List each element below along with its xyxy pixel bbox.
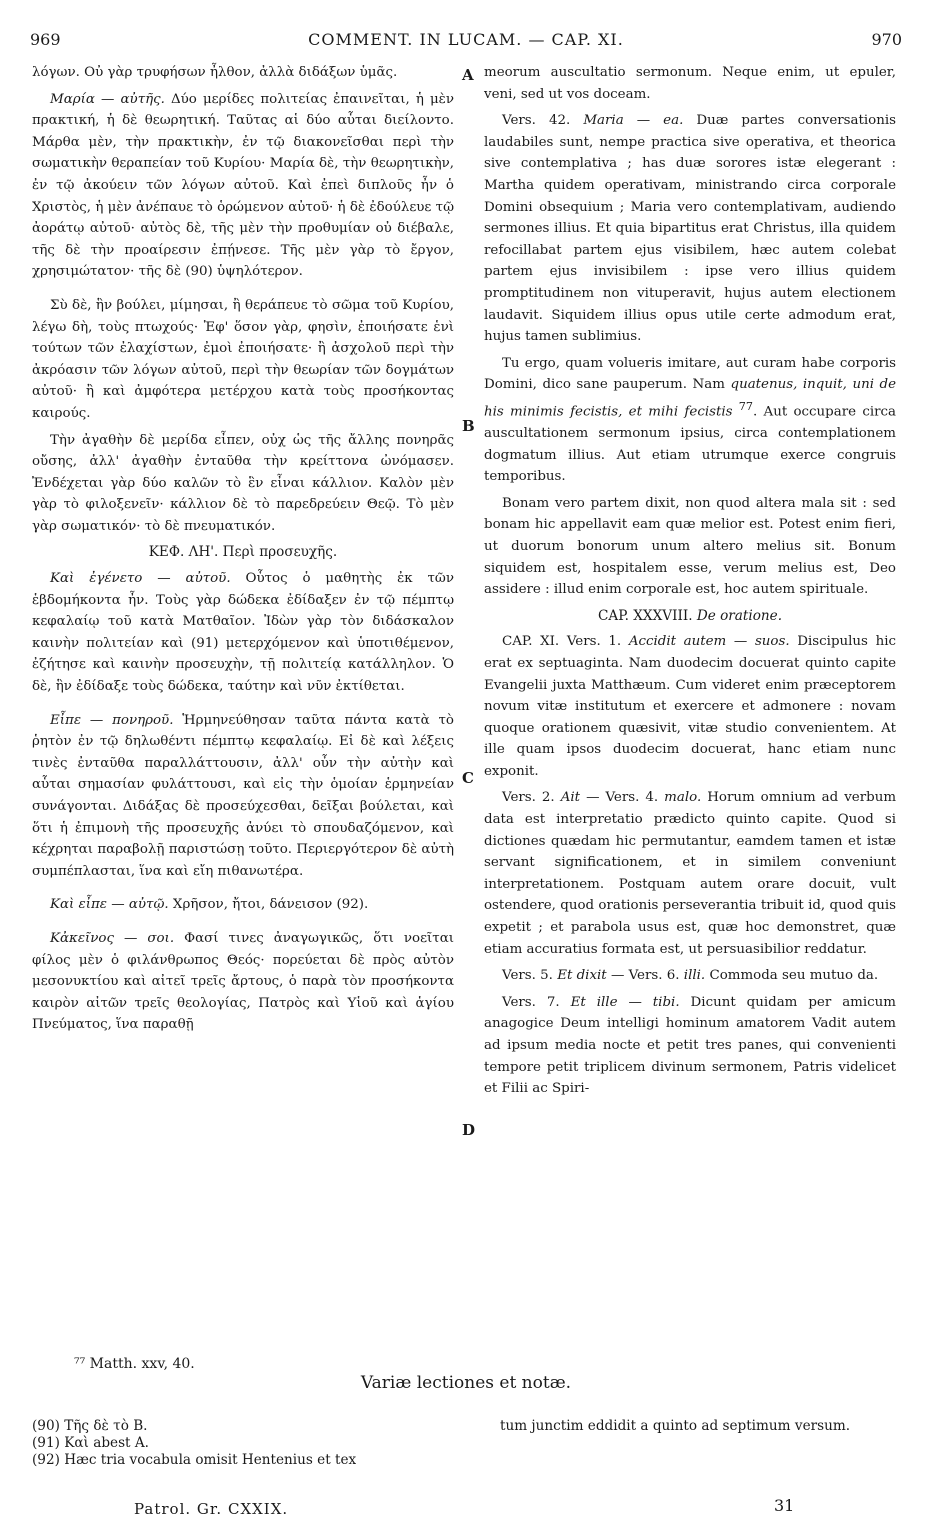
latin-paragraph-5: CAP. XI. Vers. 1. Accidit autem — suos. Discipulus hic erat ex septuaginta. Nam duodecim docuerat quinto capite Evangelii juxta Matthæum. Cum videret enim præceptorem novum vitæ institutum et exercere et admonere : novam quoque orationem quæsivit, vitæ studio convenientem. At ille quam ipsos duodecim docuerat, hanc etiam nunc exponit. bbox=[484, 634, 896, 779]
lemma: Κἀκεῖνος — σοι. bbox=[50, 930, 175, 946]
margin-letter-a: A bbox=[462, 66, 474, 84]
variae-title: Variæ lectiones et notæ. bbox=[360, 1373, 572, 1393]
note-91: (91) Καὶ abest A. bbox=[32, 1435, 149, 1451]
lemma: Accidit autem — suos. bbox=[628, 634, 790, 650]
latin-chapter-heading: CAP. XXXVIII. De oratione. bbox=[597, 607, 783, 624]
lemma: Καὶ εἶπε — αὐτῷ. bbox=[50, 897, 169, 913]
greek-column bbox=[32, 62, 454, 1041]
latin-paragraph-4: Bonam vero partem dixit, non quod altera mala sit : sed bonam hic appellavit eam quæ melior est. Potest enim fieri, ut duorum bonorum unum altero melius sit. Bonum siquidem est, hospitalem esse, verum melius est, Deo assidere : illud enim corporale est, hoc autem spirituale. bbox=[484, 495, 896, 598]
greek-paragraph-1: λόγων. Οὐ γὰρ τρυφήσων ἦλθον, ἀλλὰ διδάξων ὑμᾶς. bbox=[32, 65, 398, 80]
footnote-marker: 77 bbox=[738, 399, 753, 413]
lemma: Μαρία — αὐτῆς. bbox=[50, 91, 165, 107]
greek-paragraph-6: Εἶπε — πονηροῦ. Ἡρμηνεύθησαν ταῦτα πάντα κατὰ τὸ ῥητὸν ἐν τῷ δηλωθέντι πέμπτῳ κεφαλαίῳ. Εἰ δὲ καὶ λέξεις τινὲς ἐνταῦθα παραλλάττουσιν, ἀλλ' οὖν τὴν αὐτὴν καὶ αὗται σημασίαν φυλάττουσι, καὶ εἰς τὴν ὁμοίαν ἑρμηνείαν συνάγονται. Διδάξας δὲ προσεύχεσθαι, δεῖξαι βούλεται, καὶ ὅτι ἡ ἐπιμονὴ τῆς προσευχῆς ἀνύει τὸ σπουδαζόμενον, καὶ κέχρηται παραβολῇ παριστώσῃ τοῦτο. Περιεργότερον δὲ αὐτὴ συμπέπλασται, ἵνα καὶ εἴη πιθανωτέρα. bbox=[32, 712, 454, 879]
margin-letter-c: C bbox=[462, 769, 474, 787]
page-number-right: 970 bbox=[871, 30, 902, 49]
note-92: (92) Hæc tria vocabula omisit Hentenius et tex bbox=[32, 1452, 357, 1468]
variant-notes-left bbox=[32, 1418, 462, 1469]
latin-paragraph-6: Vers. 2. Ait — Vers. 4. malo. Horum omnium ad verbum data est interpretatio prædicto quinto capite. Quod si dictiones quædam hic permutantur, eamdem tamen et istæ servant significationem, et in similem conveniunt interpretationem. Postquam autem orare docuit, vult ostendere, quod orationis perseverantia tribuit id, quod quis expetit ; et parabola usus est, quæ hoc demonstret, quæ etiam accuratius formata est, ut persuasibilior reddatur. bbox=[484, 790, 897, 957]
greek-paragraph-7: Καὶ εἶπε — αὐτῷ. Χρῆσον, ἤτοι, δάνεισον (92). bbox=[50, 897, 369, 913]
margin-letter-b: B bbox=[462, 417, 475, 435]
greek-paragraph-3: Σὺ δὲ, ἣν βούλει, μίμησαι, ἢ θεράπευε τὸ σῶμα τοῦ Κυρίου, λέγω δὴ, τοὺς πτωχούς· Ἐφ' ὅσον γὰρ, φησὶν, ἐποιήσατε ἑνὶ τούτων τῶν ἐλαχίστων, ἐμοὶ ἐποιήσατε· ἢ ἀσχολοῦ περὶ τὴν ἀκρόασιν τῶν λόγων αὐτοῦ, περὶ τὴν θεωρίαν τῶν δογμάτων αὐτοῦ· ἢ καὶ ἀμφότερα μετέρχου κατὰ τοὺς προσήκοντας καιρούς. bbox=[32, 297, 454, 421]
footnote: ⁷⁷ Matth. xxv, 40. bbox=[74, 1356, 195, 1372]
page-number-left: 969 bbox=[30, 30, 61, 49]
greek-paragraph-5: Καὶ ἐγένετο — αὐτοῦ. Οὗτος ὁ μαθητὴς ἐκ τῶν ἑβδομήκοντα ἦν. Τοὺς γὰρ δώδεκα ἐδίδαξεν ἐν τῷ πέμπτῳ κεφαλαίῳ τοῦ κατὰ Ματθαῖον. Ἰδὼν γὰρ τὸν διδάσκαλον καινὴν πολιτείαν καὶ (91) μετερχόμενον καὶ ὑποτιθέμενον, ἐζήτησε καὶ καινὴν προσευχὴν, τῇ πολιτείᾳ κατάλληλον. Ὁ δὲ, ἣν ἐδίδαξε τοὺς δώδεκα, ταύτην καὶ νῦν ἐκτίθεται. bbox=[32, 571, 454, 695]
latin-column bbox=[484, 62, 896, 1105]
greek-paragraph-4: Τὴν ἀγαθὴν δὲ μερίδα εἶπεν, οὐχ ὡς τῆς ἄλλης πονηρᾶς οὔσης, ἀλλ' ἀγαθὴν ἐνταῦθα τὴν κρείττονα ὠνόμασεν. Ἐνδέχεται γὰρ δύο καλῶν τὸ ἓν εἶναι κάλλιον. Καλὸν μὲν γὰρ τὸ φιλοξενεῖν· κάλλιον δὲ τὸ παρεδρεύειν Θεῷ. Τὸ μὲν γὰρ σωματικόν· τὸ δὲ πνευματικόν. bbox=[32, 432, 454, 534]
scripture-quote: quatenus, inquit, uni de his minimis fecistis, et mihi fecistis bbox=[484, 377, 897, 420]
greek-chapter-heading: ΚΕΦ. ΛΗ'. Περὶ προσευχῆς. bbox=[148, 544, 338, 561]
greek-paragraph-2: Μαρία — αὐτῆς. Δύο μερίδες πολιτείας ἐπαινεῖται, ἡ μὲν πρακτική, ἡ δὲ θεωρητική. Ταῦτας αἱ δύο αὗται διείλοντο. Μάρθα μὲν, τὴν πρακτικὴν, ἐν τῷ διακονεῖσθαι περὶ τὴν σωματικὴν θεραπείαν τοῦ Κυρίου· Μαρία δὲ, τὴν θεωρητικὴν, ἐν τῷ ἀκούειν τῶν λόγων αὐτοῦ. Καὶ ἐπεὶ διπλοῦς ἦν ὁ Χριστὸς, ἡ μὲν ἀνέπαυε τὸ ὁρώμενον αὐτοῦ· ἡ δὲ ἐδούλευε τῷ ἀοράτῳ αὐτοῦ· αὐτὸς δὲ, τῆς μὲν τὴν προθυμίαν οὐ διέβαλε, τῆς δὲ τὴν προαίρεσιν ἐπῄνεσε. Τῆς μὲν γὰρ τὸ ἔργον, χρησιμώτατον· τῆς δὲ (90) ὑψηλότερον. bbox=[32, 91, 454, 280]
page-header bbox=[30, 30, 902, 54]
lemma: Maria — ea. bbox=[583, 113, 684, 129]
running-title: COMMENT. IN LUCAM. — CAP. XI. bbox=[308, 30, 624, 49]
lemma: Καὶ ἐγένετο — αὐτοῦ. bbox=[50, 571, 231, 587]
lemma: Et ille — tibi. bbox=[570, 994, 680, 1010]
latin-paragraph-3: Tu ergo, quam volueris imitare, aut curam habe corporis Domini, dico sane pauperum. Nam quatenus, inquit, uni de his minimis fecistis, et mihi fecistis $^{77}$. Aut occupare circa auscultationem sermonum ipsius, circa contemplationem dogmatum illius. Aut etiam utrumque exerce congruis temporibus. bbox=[484, 355, 897, 485]
latin-paragraph-1: meorum auscultatio sermonum. Neque enim, ut epuler, veni, sed ut vos doceam. bbox=[484, 65, 896, 102]
note-90: (90) Τῆς δὲ τὸ B. bbox=[32, 1418, 148, 1434]
lemma: Εἶπε — πονηροῦ. bbox=[50, 712, 174, 728]
latin-paragraph-2: Vers. 42. Maria — ea. Duæ partes conversationis laudabiles sunt, nempe practica sive operativa, et theorica sive contemplativa ; has duæ sorores istæ elegerant : Martha quidem operativam, ministrando circa corporale Domini obsequium ; Maria vero contemplativam, audiendo sermones illius. Et quia bipartitus erat Christus, illa quidem refocillabat partem ejus visibilem, hæc autem colebat partem ejus invisibilem : ipse vero illius quidem promptitudinem non vituperavit, hujus autem electionem laudavit. Siquidem illius opus utile certe admodum erat, hujus tamen sublimius. bbox=[484, 113, 897, 345]
latin-paragraph-8: Vers. 7. Et ille — tibi. Dicunt quidam per amicum anagogice Deum intelligi hominum amatorem Vadit autem ad ipsum media nocte et petit tres panes, qui convenienti tempore petit triplicem divinum sermonem, Patris videlicet et Filii ac Spiri- bbox=[484, 994, 896, 1097]
footer-signature: 31 bbox=[774, 1496, 795, 1515]
greek-paragraph-8: Κἀκεῖνος — σοι. Φασί τινες ἀναγωγικῶς, ὅτι νοεῖται φίλος μὲν ὁ φιλάνθρωπος Θεός· πορεύεται δὲ πρὸς αὐτὸν μεσονυκτίου καὶ αἰτεῖ τρεῖς ἄρτους, ὁ παρὰ τὸν προσήκοντα καιρὸν αἰτῶν τρεῖς θεολογίας, Πατρὸς καὶ Υἱοῦ καὶ ἁγίου Πνεύματος, ἵνα παραθῇ bbox=[32, 930, 455, 1033]
margin-letter-d: D bbox=[462, 1121, 476, 1139]
variant-notes-right: tum junctim eddidit a quinto ad septimum versum. bbox=[500, 1418, 851, 1434]
footer-volume: Patrol. Gr. CXXIX. bbox=[134, 1500, 289, 1518]
latin-paragraph-7: Vers. 5. Et dixit — Vers. 6. illi. Commoda seu mutuo da. bbox=[502, 968, 879, 984]
